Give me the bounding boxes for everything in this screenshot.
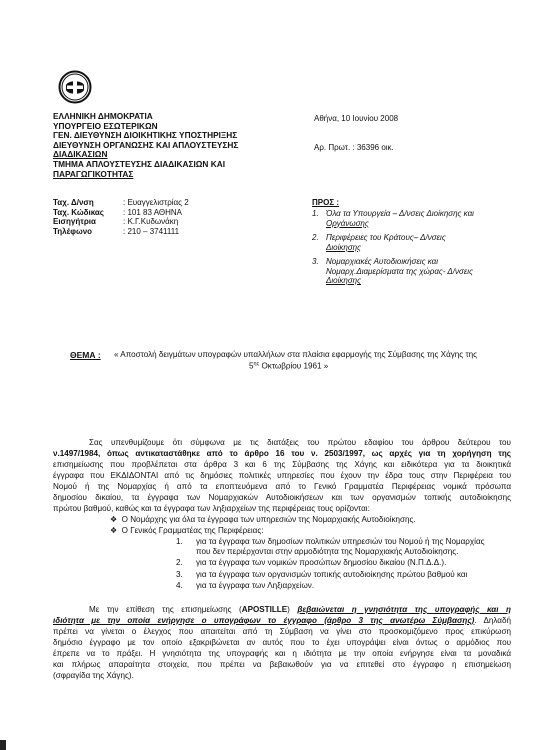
document-date: Αθήνα, 10 Ιουνίου 2008 bbox=[314, 114, 399, 123]
paragraph-line: επισημείωσης που προβλέπεται στα άρθρα 3 και 6 της Σύμβασης της Χάγης και ειδικότερα για τα διοικητικά bbox=[53, 460, 511, 469]
org-line: ΓΕΝ. ΔΙΕΥΘΥΝΣΗ ΔΙΟΙΚΗΤΙΚΗΣ ΥΠΟΣΤΗΡΙΞΗΣ bbox=[53, 130, 238, 141]
paragraph-line: δημόσιο έγγραφο με τον οποίο εξακριβώνεται αν αυτός που το έχει υπογράψει είναι όντως ο αρμόδιος που bbox=[53, 638, 511, 647]
contact-row: Ταχ. Κώδικας : 101 83 ΑΘΗΝΑ bbox=[53, 207, 182, 217]
list-item: 1. για τα έγγραφα των δημοσίων πολιτικών υπηρεσιών του Νομού ή της Νομαρχίας που δεν περιέρχονται στην αρμοδιότητα της Νομαρχιακής Αυτοδιοίκησης. bbox=[176, 537, 485, 557]
recipients-title: ΠΡΟΣ : bbox=[312, 198, 340, 207]
paragraph-line: έπρεπε να το πράξει. Η γνησιότητα της υπογραφής και η ιδιότητα με την οποία ενήργησε είναι τα μοναδικά bbox=[53, 649, 511, 658]
paragraph-line: δημοσίου δικαίου, τα έγγραφα των Νομαρχιακών Αυτοδιοικήσεων και των οργανισμών τοπικής αυτοδιοίκησης bbox=[53, 493, 511, 502]
diamond-bullet-icon: ❖ bbox=[110, 515, 118, 524]
bullet-item: ❖ Ο Γενικός Γραμματέας της Περιφέρειας: bbox=[110, 526, 264, 535]
contact-block bbox=[53, 198, 189, 236]
subject-line-2: $5^{\eta\varsigma}$ Οκτωβρίου 1961 » bbox=[249, 361, 329, 371]
recipient-item: 2. Περιφέρειες του Κράτους– Δ/νσεις Διοίκησης bbox=[312, 233, 446, 252]
paragraph-line: ν.1497/1984, όπως αντικαταστάθηκε από το άρθρο 16 του ν. 2503/1997, ως αρχές για τη χορήγηση της bbox=[53, 449, 511, 458]
list-item: 2. για τα έγγραφα των νομικών προσώπων δημοσίου δικαίου (Ν.Π.Δ.Δ.). bbox=[176, 558, 447, 568]
list-item: 3. για τα έγγραφα των οργανισμών τοπικής αυτοδιοίκησης πρώτου βαθμού και bbox=[176, 569, 468, 579]
greek-emblem-icon bbox=[58, 70, 92, 104]
org-line: ΕΛΛΗΝΙΚΗ ΔΗΜΟΚΡΑΤΙΑ bbox=[53, 111, 153, 121]
list-item: 4. για τα έγγραφα των Ληξιαρχείων. bbox=[176, 580, 315, 590]
paragraph-line: ιδιότητα με την οποία ενήργησε ο υπογράφων το έγγραφο (άρθρο 3 της ανωτέρω Σύμβασης). Δηλαδή bbox=[53, 616, 511, 625]
paragraph-line: Νομού ή της Νομαρχίας ή από τα εποπτευόμενα από το Γενικό Γραμματέα Περιφέρειας νομικά πρόσωπα bbox=[53, 482, 511, 491]
subject-line-1: « Αποστολή δειγμάτων υπογραφών υπαλλήλων στα πλαίσια εφαρμογής της Σύμβασης της Χάγης της bbox=[114, 350, 478, 359]
paragraph-line: έγγραφα που ΕΚΔΙΔΟΝΤΑΙ από τις δημόσιες πολιτικές υπηρεσίες που έχουν την έδρα τους στην Περιφέρεια του bbox=[53, 471, 511, 480]
org-header bbox=[53, 112, 238, 179]
protocol-number: Αρ. Πρωτ. : 36396 οικ. bbox=[314, 143, 394, 152]
paragraph-line: και πλήρως απαραίτητα στοιχεία, που πρέπει να βεβαιωθούν για να επιτεθεί στο έγγραφο η επισημείωση bbox=[53, 660, 511, 669]
recipient-item: 3. Νομαρχιακές Αυτοδιοικήσεις και Νομαρχ.Διαμερίσματα της χώρας- Δ/νσεις Διοίκησης bbox=[312, 257, 473, 285]
paragraph-line: (σφραγίδα της Χάγης). bbox=[53, 671, 134, 680]
contact-row: Τηλέφωνο : 210 – 3741111 bbox=[53, 226, 180, 236]
paragraph-line: πρώτου βαθμού, καθώς και τα έγγραφα των ληξιαρχείων της περιφέρειας τους ορίζονται: bbox=[53, 504, 370, 513]
recipients-list bbox=[312, 209, 474, 286]
recipient-item: 1. Όλα τα Υπουργεία – Δ/νσεις Διοίκησης και Οργάνωσης bbox=[312, 209, 474, 228]
paragraph-line: Σας υπενθυμίζουμε ότι σύμφωνα με τις διατάξεις του πρώτου εδαφίου του άρθρου δεύτερου του bbox=[89, 438, 511, 447]
page-edge-mark bbox=[0, 740, 6, 750]
bullet-item: ❖ Ο Νομάρχης για όλα τα έγγραφα των υπηρεσιών της Νομαρχιακής Αυτοδιοίκησης. bbox=[110, 515, 416, 524]
diamond-bullet-icon: ❖ bbox=[110, 526, 118, 535]
paragraph-line: Με την επίθεση της επισημείωσης (APOSTILLE) βεβαιώνεται η γνησιότητα της υπογραφής και η bbox=[89, 605, 511, 614]
org-line: ΥΠΟΥΡΓΕΙΟ ΕΣΩΤΕΡΙΚΩΝ bbox=[53, 120, 158, 131]
subject-label: ΘΕΜΑ : bbox=[70, 350, 101, 360]
contact-row: Εισηγήτρια : Κ.Γ.Κυδωνάκη bbox=[53, 217, 179, 226]
contact-row: Ταχ. Δ/νση : Ευαγγελιστρίας 2 bbox=[53, 198, 189, 207]
org-line: ΔΙΕΥΘΥΝΣΗ ΟΡΓΑΝΩΣΗΣ ΚΑΙ ΑΠΛΟΥΣΤΕΥΣΗΣ bbox=[53, 139, 239, 150]
numbered-list bbox=[176, 537, 485, 591]
org-line: ΤΜΗΜΑ ΑΠΛΟΥΣΤΕΥΣΗΣ ΔΙΑΔΙΚΑΣΙΩΝ ΚΑΙ bbox=[53, 158, 226, 169]
org-line: ΔΙΑΔΙΚΑΣΙΩΝ bbox=[53, 149, 108, 160]
org-line: ΠΑΡΑΓΩΓΙΚΟΤΗΤΑΣ bbox=[53, 168, 134, 179]
paragraph-line: πρέπει να γίνεται ο έλεγχος που απαιτείται από τη Σύμβαση να γίνει στο προσκομιζόμενο προς επικύρωση bbox=[53, 627, 511, 636]
